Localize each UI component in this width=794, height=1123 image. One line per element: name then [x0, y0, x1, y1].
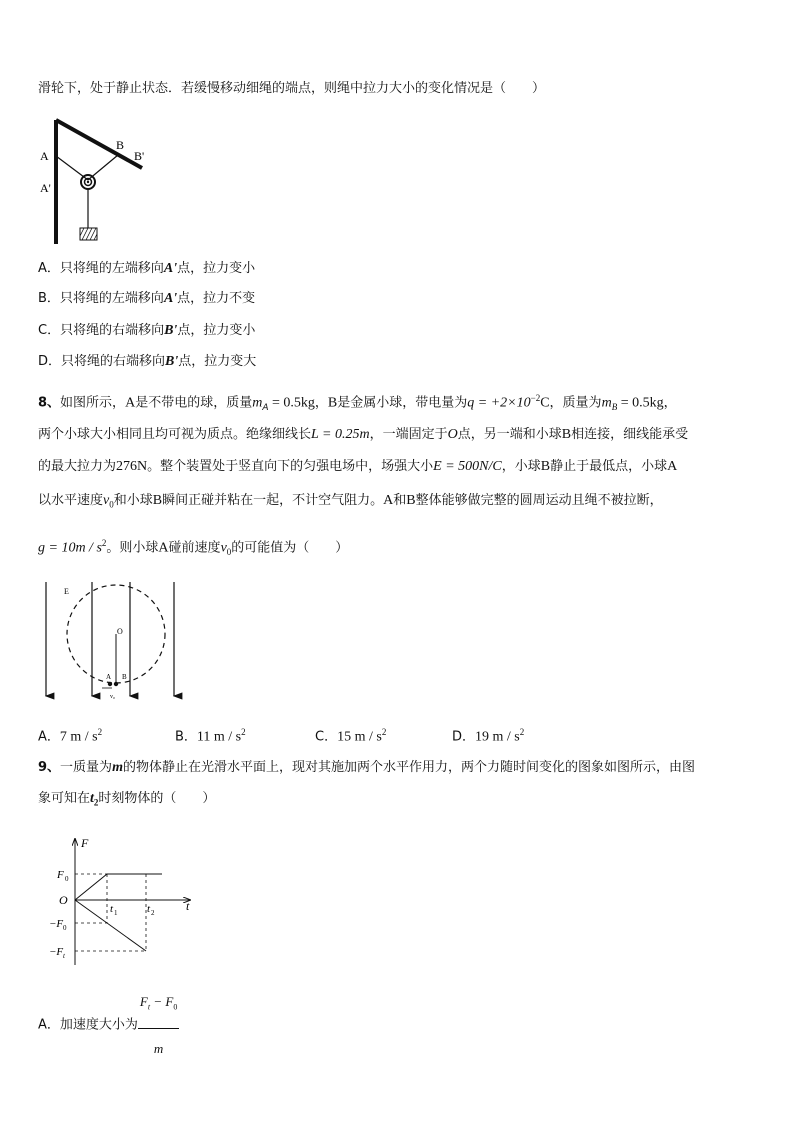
label-O: O: [117, 627, 123, 636]
q7-option-d[interactable]: D．只将绳的右端移向B'点，拉力变大: [38, 354, 257, 369]
q8-option-c[interactable]: C．15 m / $s^2$: [315, 727, 387, 745]
svg-text:0: 0: [65, 875, 69, 883]
label-B: B: [116, 138, 125, 152]
label-minus-F0: −F: [49, 918, 64, 930]
force-time-graph: [40, 833, 200, 968]
q7-option-b[interactable]: B．只将绳的左端移向A'点，拉力不变: [38, 291, 256, 306]
pulley-figure: [38, 112, 168, 244]
label-A-prime: A': [40, 181, 51, 195]
label-E: E: [64, 587, 69, 596]
svg-text:t: t: [63, 952, 65, 960]
q7-option-a[interactable]: A．只将绳的左端移向A'点，拉力变小: [38, 261, 256, 276]
q9-line-1: 9、一质量为m的物体静止在光滑水平面上，现对其施加两个水平作用力，两个力随时间变化的图象如图所示，由图: [38, 760, 695, 775]
label-t2: t: [147, 903, 151, 915]
q7-stem-tail: 滑轮下，处于静止状态．若缓慢移动细绳的端点，则绳中拉力大小的变化情况是（ ）: [38, 81, 546, 96]
svg-text:0: 0: [63, 924, 67, 932]
ball-b: [114, 682, 118, 686]
label-minus-Ft: −F: [49, 946, 64, 958]
label-t1: t: [110, 903, 114, 915]
svg-text:2: 2: [151, 909, 155, 917]
q8-option-a[interactable]: A．7 m / $s^2$: [38, 727, 103, 745]
label-A: A: [106, 673, 112, 681]
force-1-line: [75, 874, 162, 900]
ball-a: [108, 682, 112, 686]
q8-line-3: 的最大拉力为276N。整个装置处于竖直向下的匀强电场中，场强大小E = 500N/C，小球B静止于最低点，小球A: [38, 459, 678, 474]
acceleration-fraction: $\frac{F_t - F_0}{m}$: [138, 982, 179, 1069]
origin-label: O: [59, 893, 68, 907]
hanging-weight: [80, 228, 97, 240]
electric-field-figure: [40, 578, 185, 708]
label-F0: F: [57, 869, 64, 881]
axis-label-F: F: [81, 836, 89, 850]
q7-option-c[interactable]: C．只将绳的右端移向B'点，拉力变小: [38, 323, 256, 338]
svg-text:1: 1: [114, 909, 118, 917]
q8-option-b[interactable]: B．11 m / $s^2$: [175, 727, 246, 745]
slanted-rod: [56, 120, 145, 168]
label-B: B: [122, 673, 127, 681]
axis-label-t: t: [186, 899, 190, 913]
q9-line-2: 象可知在$t_2$时刻物体的（ ）: [38, 791, 216, 808]
label-A: A: [40, 149, 49, 163]
label-B-prime: B': [134, 149, 145, 163]
q8-line-4: 以水平速度$v_0$和小球B瞬间正碰并粘在一起，不计空气阻力。A和B整体能够做完整的圆周运动且绳不被拉断，: [38, 493, 663, 510]
q8-line-2: 两个小球大小相同且均可视为质点。绝缘细线长L = 0.25m，一端固定于O点，另一端和小球B相连接，细线能承受: [38, 427, 689, 442]
q8-line-1: 8、如图所示，A是不带电的球，质量$m_A = 0.5kg$，B是金属小球，带电量为$q = +2\times 10^{-2}C$，质量为$m_B = 0.5kg$，: [38, 393, 677, 413]
q9-option-a[interactable]: A．加速度大小为 $\frac{F_t - F_0}{m}$: [38, 982, 179, 1069]
label-v0: v₀: [110, 694, 116, 700]
q8-option-d[interactable]: D．19 m / $s^2$: [452, 727, 525, 745]
q8-line-5: $g = 10m / s^2$。则小球A碰前速度$v_0$的可能值为（ ）: [38, 538, 349, 557]
